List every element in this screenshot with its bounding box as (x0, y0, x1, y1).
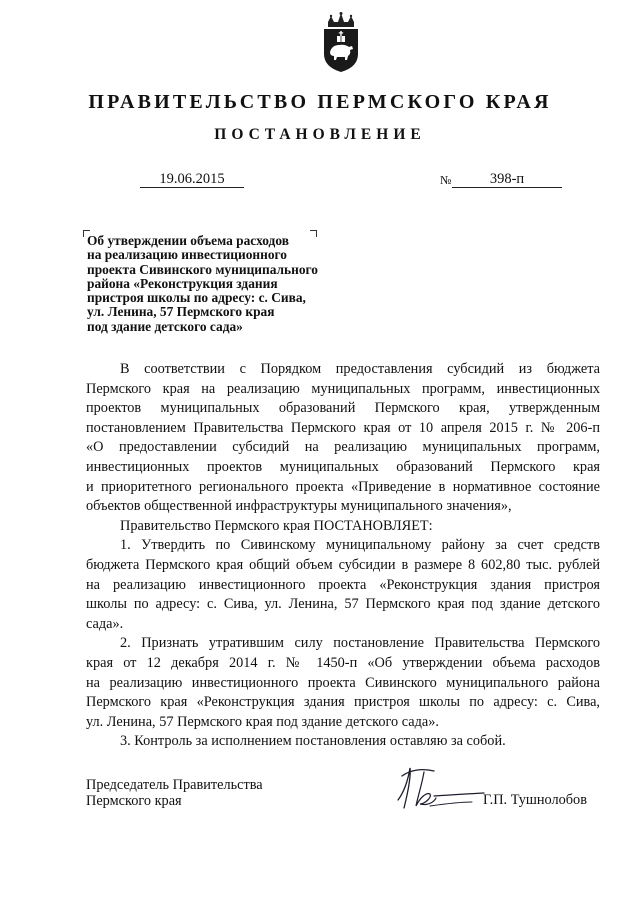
document-subject (87, 234, 367, 334)
document-type-title: ПОСТАНОВЛЕНИЕ (214, 126, 426, 143)
body-line: на реализацию инвестиционного проекта Сивинского муниципального района (86, 674, 600, 691)
body-line: проектов муниципальных образований Пермского края, утвержденным (86, 400, 600, 417)
body-line: «О предоставлении субсидий на реализацию муниципальных программ, (86, 439, 600, 456)
signatory-position-line: Пермского края (86, 793, 182, 809)
perm-coat-of-arms-icon (318, 12, 364, 74)
document-number: 398-п (452, 171, 562, 188)
body-line: 2. Признать утратившим силу постановление Правительства Пермского (120, 635, 600, 652)
body-line: инвестиционных проектов муниципальных образований Пермского края (86, 458, 600, 475)
signatory-position (86, 777, 263, 809)
subject-line: на реализацию инвестиционного (87, 247, 287, 263)
signatory-position-line: Председатель Правительства (86, 777, 263, 793)
subject-line: проекта Сивинского муниципального (87, 261, 318, 277)
document-date: 19.06.2015 (140, 171, 244, 188)
body-line: Правительство Пермского края ПОСТАНОВЛЯЕТ: (120, 517, 433, 534)
body-line: и приоритетного регионального проекта «Приведение в нормативное состояние (86, 478, 600, 495)
government-title: ПРАВИТЕЛЬСТВО ПЕРМСКОГО КРАЯ (88, 91, 552, 113)
body-line: В соответствии с Порядком предоставления субсидий из бюджета (120, 361, 600, 377)
body-line: объектов общественной инфраструктуры муниципального значения», (86, 498, 512, 515)
body-line: края от 12 декабря 2014 г. № 1450-п «Об утверждении объема расходов (86, 654, 600, 671)
body-line: бюджета Пермского края общий объем субсидии в размере 8 602,80 тыс. рублей (86, 556, 600, 573)
number-sign: № (440, 173, 452, 187)
body-line: 1. Утвердить по Сивинскому муниципальному району за счет средств (120, 537, 600, 554)
subject-line: пристроя школы по адресу: с. Сива, (87, 290, 306, 306)
body-line: постановлением Правительства Пермского края от 10 апреля 2015 г. № 206-п (86, 419, 600, 436)
handwritten-signature (394, 762, 486, 814)
body-line: сада». (86, 615, 124, 632)
body-line: Пермского края на реализацию муниципальных программ, инвестиционных (86, 380, 600, 397)
subject-line: Об утверждении объема расходов (87, 233, 289, 248)
signatory-name: Г.П. Тушнолобов (483, 792, 587, 808)
body-line: школы по адресу: с. Сива, ул. Ленина, 57 Пермского края под здание детского (86, 596, 600, 613)
subject-line: района «Реконструкция здания (87, 275, 278, 291)
subject-line: под здание детского сада» (87, 318, 243, 334)
body-line: 3. Контроль за исполнением постановления оставляю за собой. (120, 733, 506, 750)
document-body (86, 360, 600, 752)
subject-line: ул. Ленина, 57 Пермского края (87, 304, 275, 320)
body-line: Пермского края «Реконструкция здания пристроя школы по адресу: с. Сива, (86, 694, 600, 711)
body-line: на реализацию инвестиционного проекта «Реконструкция здания пристроя (86, 576, 600, 593)
body-line: ул. Ленина, 57 Пермского края под здание детского сада». (86, 713, 439, 730)
